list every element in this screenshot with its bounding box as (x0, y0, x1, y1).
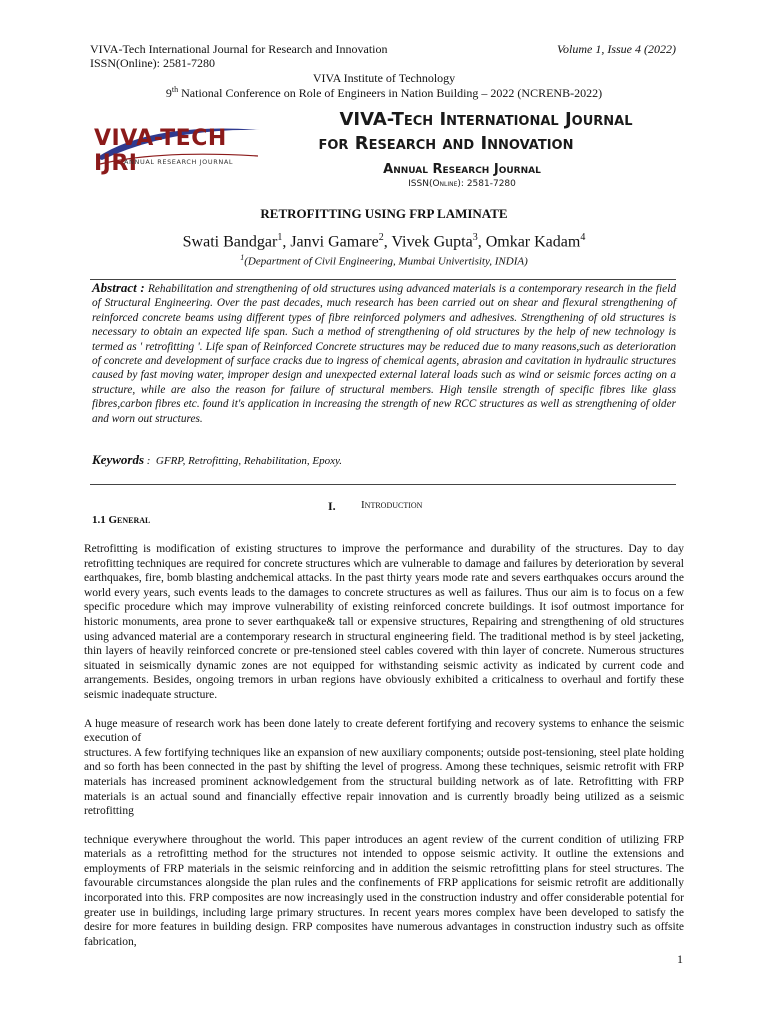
conference-line (0, 83, 768, 100)
author: Vivek Gupta (391, 233, 473, 251)
keywords-label: Keywords (92, 452, 144, 467)
author-sep: , (477, 233, 486, 251)
author-sup: 2 (378, 232, 384, 243)
affiliation (0, 253, 768, 268)
journal-issn: ISSN(Online): 2581-7280 (408, 179, 516, 189)
journal-title-line1: VIVA-Tech International Journal (339, 109, 633, 130)
body-paragraph: A huge measure of research work has been done lately to create deferent fortifying and recovery systems to enhance the seismic execution of (84, 717, 684, 745)
author: Swati Bandgar (182, 233, 278, 251)
keywords (92, 452, 342, 468)
affiliation-sup: 1 (240, 253, 245, 262)
abstract-label: Abstract : (92, 280, 145, 295)
author-sep: , (383, 233, 392, 251)
author: Janvi Gamare (290, 233, 379, 251)
keywords-bottom-rule (90, 484, 676, 485)
page-number: 1 (677, 952, 683, 966)
section-title: Introduction (361, 499, 423, 511)
body-paragraph: structures. A few fortifying techniques like an expansion of new auxiliary components; outside post-tensioning, steel plate holding and so forth has been connected in the past by shifting the level of progress. Among these techniques, seismic retrofit with FRP materials has increased prominent acknowledgement from the structural building network as of late. Retrofitting with FRP materials is an actual sound and financially effective repair innovation and is currently broadly being utilized as a seismic retrofitting (84, 746, 684, 818)
body-paragraph: Retrofitting is modification of existing structures to improve the performance and durability of the structures. Day to day retrofitting techniques are required for concrete structures which are vulnerable to damage and failures by deterioration by several earthquakes, fire, bomb blasting andchemical attacks. In the past thirty years mode rate and severs earthquakes occurs around the world every years, such events leads to the damages to concrete structures as well as failures. Thus our aim is to focus on a few specific procedure which may improve vulnerability of existing reinforced concrete buildings. It isof outmost importance for historic monuments, area prone to sever earthquake& tall or expensive structures, Repairing and strengthening of old structures using advanced material are a contemporary research in structural engineering field. The traditional method is by steel jacketing, thin layers of heavily reinforced concrete or pre-tensioned steel cables covered with thin layer of concrete. Numerous structures situated in seismically dynamic zones are not equipped for withstanding seismic activity as indicated by current code and arrangements. Besides, ongoing tremors in urban regions have obviously exhibited a criticalness to overhaul and fortify these seismic inadequate structure. (84, 543, 684, 701)
section-number: I. (328, 499, 336, 513)
abstract (92, 281, 676, 426)
running-header-journal: VIVA-Tech International Journal for Research and Innovation (90, 42, 388, 56)
journal-annual: Annual Research Journal (383, 162, 541, 177)
abstract-text: Rehabilitation and strengthening of old structures using advanced materials is a contemporary research in the field of Structural Engineering. Over the past decades, much research has been carried out on shear and flexural strengthening of reinforced concrete beams using different types of fibre reinforced polymers and adhesives. Strengthening of old structures is necessary to obtain an expected life span. Such a method of strengthening of old structures by the help of new technology is termed as ' retrofitting '. Life span of Reinforced Concrete structures may be reduced due to many reasons,such as deterioration of concrete and development of surface cracks due to ingress of chemical agents, abrasion and cavitation in hydraulic structures caused by fast moving water, improper design and unexpected external lateral loads such as wind or seismic forces acting on a structure, while are also the reason for failure of structural members. High tensile strength of specific fibres like glass fibres,carbon fibres etc. found it's application in increasing the strength of new RCC structures as well as strengthening of older and worn out structures. (92, 283, 676, 425)
author-list (0, 232, 768, 251)
logo-subtitle: ANNUAL RESEARCH JOURNAL (124, 158, 234, 166)
keywords-text: GFRP, Retrofitting, Rehabilitation, Epoxy. (155, 455, 342, 467)
journal-logo (90, 118, 270, 188)
conference-number: 9 (165, 86, 172, 100)
running-header-issn: ISSN(Online): 2581-7280 (90, 56, 215, 70)
subsection-title: 1.1 General (92, 514, 151, 526)
author-sup: 1 (277, 232, 283, 243)
affiliation-text: (Department of Civil Engineering, Mumbai Univertisity, INDIA) (244, 255, 528, 268)
author-sep: , (282, 233, 291, 251)
institute-name: VIVA Institute of Technology (312, 71, 456, 85)
journal-title-line2: for Research and Innovation (318, 133, 574, 154)
body-text (84, 542, 684, 949)
logo-text: VIVA-TECH IJRI (94, 126, 227, 176)
author-sup: 4 (580, 232, 586, 243)
author: Omkar Kadam (485, 233, 581, 251)
author-sup: 3 (472, 232, 478, 243)
conference-text: National Conference on Role of Engineers in Nation Building – 2022 (NCRENB-2022) (178, 86, 603, 100)
running-header-volume: Volume 1, Issue 4 (2022) (557, 42, 676, 56)
abstract-top-rule (90, 279, 676, 280)
paper-title: RETROFITTING USING FRP LAMINATE (260, 206, 508, 221)
conference-sup: th (171, 85, 179, 94)
body-paragraph: technique everywhere throughout the world. This paper introduces an agent review of the current condition of utilizing FRP materials as a retrofitting method for the structures not intended to oppose seismic activity. It outline the extensions and employments of FRP materials in the seismic reinforcing and in addition the seismic retrofitting plans for steel structures. The favourable circumstances alongside the plan rules and the confinements of FRP applications for seismic retrofit are additionally incorporated into this. FRP composites are now increasingly used in the construction industry and offer considerable potential for greater use in buildings, including large primary structures. In recent years mores complex have been developed to satisfy the desire for more features in building design. FRP composites have numerous advantages in construction industry such as offsite fabrication, (84, 833, 684, 948)
keywords-colon: : (146, 455, 151, 467)
